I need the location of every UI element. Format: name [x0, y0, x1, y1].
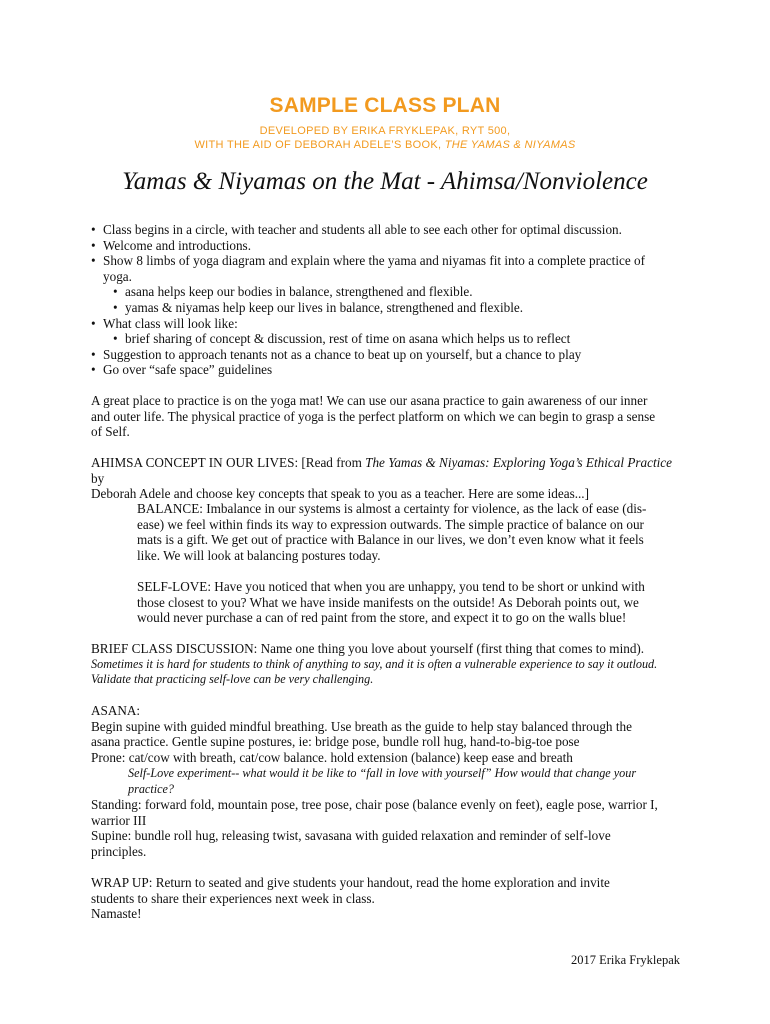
asana-section	[91, 703, 686, 765]
list-item-text: Show 8 limbs of yoga diagram and explain where the yama and niyamas fit into a complete practice of	[103, 253, 645, 269]
text-line: like. We will look at balancing postures today.	[137, 547, 381, 563]
intro-bullet-list	[91, 222, 691, 378]
source-line	[0, 139, 770, 151]
text-line: Standing: forward fold, mountain pose, tree pose, chair pose (balance evenly on feet), eagle pose, warrior I,	[91, 797, 658, 812]
list-item: • Welcome and introductions.	[91, 238, 691, 254]
text-line: ease) we feel within finds its way to expression outwards. The simple practice of balance on our	[137, 516, 644, 532]
sub-list-item: • brief sharing of concept & discussion, rest of time on asana which helps us to reflect	[113, 331, 691, 347]
text-line: of Self.	[91, 424, 130, 440]
text-line: Deborah Adele and choose key concepts that speak to you as a teacher. Here are some ideas...]	[91, 486, 589, 502]
ahimsa-suffix: by	[91, 470, 105, 486]
text-line: Prone: cat/cow with breath, cat/cow balance. hold extension (balance) keep ease and breath	[91, 749, 573, 765]
list-item: • What class will look like:	[91, 316, 691, 332]
intro-paragraph	[91, 393, 686, 440]
balance-paragraph	[137, 501, 667, 563]
italic-note: Sometimes it is hard for students to think of anything to say, and it is often a vulnerable experience to say it outloud.	[91, 656, 658, 671]
sub-list-item: • yamas & niyamas help keep our lives in balance, strengthened and flexible.	[113, 300, 691, 316]
text-line: A great place to practice is on the yoga mat! We can use our asana practice to gain awareness of our inner	[91, 393, 648, 408]
text-line: mats is a gift. We get out of practice with Balance in our lives, we don’t even know what it feels	[137, 532, 644, 548]
italic-note: Validate that practicing self-love can be very challenging.	[91, 672, 374, 687]
list-item	[91, 253, 691, 269]
wrap-up-paragraph	[91, 875, 686, 922]
discussion-paragraph	[91, 641, 686, 688]
asana-section-continued	[91, 797, 686, 859]
text-line	[91, 455, 686, 486]
list-item: • Class begins in a circle, with teacher and students all able to see each other for optimal discussion.	[91, 222, 691, 238]
text-line: students to share their experiences next week in class.	[91, 890, 375, 906]
document-heading: Yamas & Niyamas on the Mat - Ahimsa/Nonviolence	[122, 168, 648, 195]
ahimsa-book-title: The Yamas & Niyamas: Exploring Yoga’s Ethical Practice	[365, 455, 672, 470]
list-item: • Go over “safe space” guidelines	[91, 362, 691, 378]
text-line: Namaste!	[91, 906, 142, 922]
sub-list-item: • asana helps keep our bodies in balance, strengthened and flexible.	[113, 284, 691, 300]
text-line: warrior III	[91, 812, 147, 828]
selflove-paragraph	[137, 579, 667, 626]
ahimsa-paragraph	[91, 455, 686, 502]
text-line: BALANCE: Imbalance in our systems is almost a certainty for violence, as the lack of ease (dis-	[137, 501, 647, 516]
text-line: Supine: bundle roll hug, releasing twist, savasana with guided relaxation and reminder of self-love	[91, 828, 611, 844]
section-heading: ASANA:	[91, 703, 141, 718]
page-title: SAMPLE CLASS PLAN	[269, 94, 501, 117]
source-book-title: THE YAMAS & NIYAMAS	[444, 139, 576, 151]
text-line: BRIEF CLASS DISCUSSION: Name one thing you love about yourself (first thing that comes to mind).	[91, 641, 645, 656]
list-item-continuation: yoga.	[103, 268, 132, 284]
text-line: asana practice. Gentle supine postures, ie: bridge pose, bundle roll hug, hand-to-big-toe pose	[91, 734, 580, 750]
text-line: Begin supine with guided mindful breathing. Use breath as the guide to help stay balanced through the	[91, 718, 632, 734]
italic-note: Self-Love experiment-- what would it be like to “fall in love with yourself” How would that change your	[128, 766, 637, 780]
text-line: those closest to you? What we have inside manifests on the outside! As Deborah points out, we	[137, 594, 639, 610]
italic-note: practice?	[128, 781, 175, 796]
text-line: SELF-LOVE: Have you noticed that when you are unhappy, you tend to be short or unkind with	[137, 579, 645, 594]
footer-credit: 2017 Erika Fryklepak	[570, 953, 680, 967]
text-line: and outer life. The physical practice of yoga is the perfect platform on which we can begin to grasp a sense	[91, 408, 656, 424]
text-line: would never purchase a can of red paint from the store, and expect it to go on the walls blue!	[137, 610, 627, 626]
text-line: WRAP UP: Return to seated and give students your handout, read the home exploration and invite	[91, 875, 610, 890]
list-item: • Suggestion to approach tenants not as a chance to beat up on yourself, but a chance to play	[91, 347, 691, 363]
selflove-experiment-note	[128, 766, 668, 797]
text-line: principles.	[91, 843, 147, 859]
ahimsa-prefix: AHIMSA CONCEPT IN OUR LIVES: [Read from	[91, 455, 366, 470]
source-prefix: WITH THE AID OF DEBORAH ADELE’S BOOK,	[194, 139, 445, 151]
author-line: DEVELOPED BY ERIKA FRYKLEPAK, RYT 500,	[259, 125, 511, 137]
